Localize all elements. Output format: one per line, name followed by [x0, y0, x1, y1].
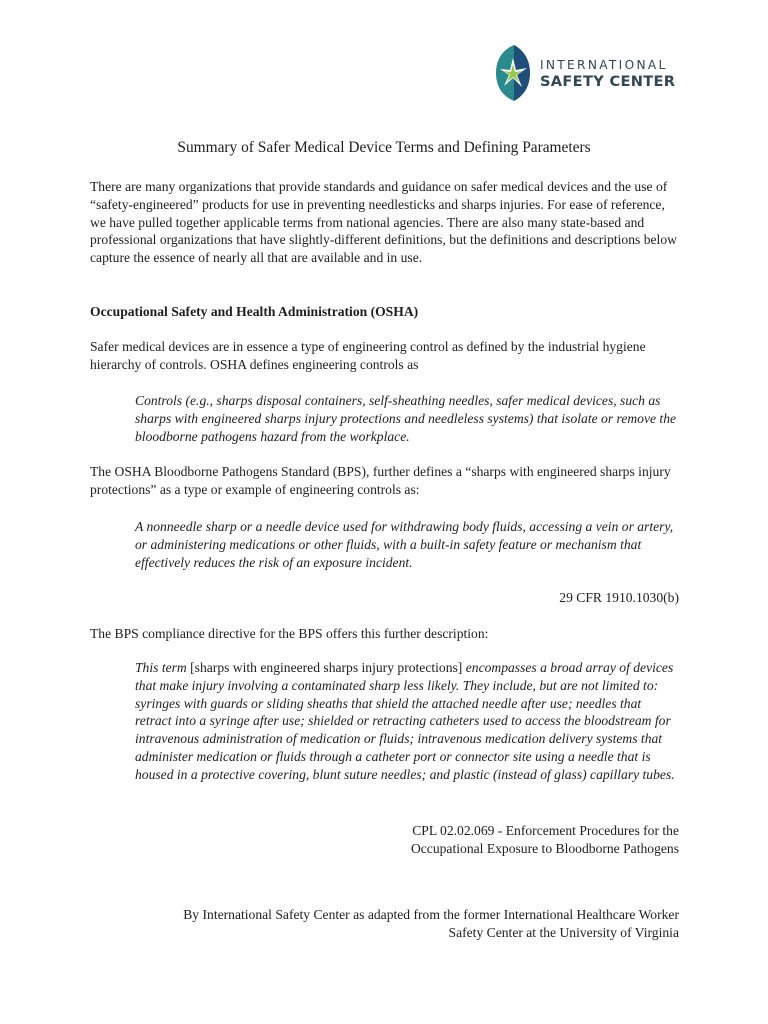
term-quote [135, 659, 680, 784]
logo-wordmark [540, 57, 675, 90]
bps-paragraph: The OSHA Bloodborne Pathogens Standard (BPS), further defines a “sharps with engineered sharps injury protections” as a type or example of engineering controls as: [90, 464, 671, 497]
osha-paragraph: Safer medical devices are in essence a type of engineering control as defined by the industrial hygiene hierarchy of controls. OSHA defines engineering controls as [90, 339, 646, 372]
term-quote-rest: encompasses a broad array of devices that make injury involving a contaminated sharp less likely. They include, but are not limited to: syringes with guards or sliding sheaths that shield the attached needle after use; needles that retract into a syringe after use; shielded or retracting catheters used to access the bloodstream for intravenous administration of medication or fluids; intravenous medication delivery systems that administer medication or fluids through a catheter port or connector site using a needle that is housed in a protective covering, blunt suture needles; and plastic (instead of glass) capillary tubes. [135, 660, 675, 782]
nonneedle-quote: A nonneedle sharp or a needle device used for withdrawing body fluids, accessing a vein or artery, or administering medications or other fluids, with a built-in safety feature or mechanism that effectively reduces the risk of an exposure incident. [135, 519, 674, 570]
logo-line-1: INTERNATIONAL [540, 57, 668, 72]
controls-quote: Controls (e.g., sharps disposal containers, self-sheathing needles, safer medical devices, such as sharps with engineered sharps injury protections and needleless systems) that isolate or remove the bloodborne pathogens hazard from the workplace. [135, 393, 677, 444]
footer-line-2: Safety Center at the University of Virginia [448, 924, 679, 940]
logo-line-2: SAFETY CENTER [540, 72, 676, 90]
directive-paragraph: The BPS compliance directive for the BPS offers this further description: [90, 626, 489, 641]
page-title: Summary of Safer Medical Device Terms and Defining Parameters [177, 139, 591, 156]
intro-paragraph: There are many organizations that provide standards and guidance on safer medical devices and the use of “safety-engineered” products for use in preventing needlesticks and sharps injuries. For ease of reference, we have pulled together applicable terms from national agencies. There are also many state-based and professional organizations that have slightly-different definitions, but the definitions and descriptions below capture the essence of nearly all that are available and in use. [90, 179, 677, 266]
cpl-citation [90, 822, 679, 858]
term-quote-bracket: [sharps with engineered sharps injury protections] [186, 660, 466, 675]
logo [494, 44, 684, 102]
logo-star-icon [494, 44, 532, 102]
footer-credit [90, 906, 679, 942]
cfr-citation: 29 CFR 1910.1030(b) [559, 590, 679, 605]
osha-heading: Occupational Safety and Health Administration (OSHA) [90, 304, 419, 319]
cpl-citation-line-1: CPL 02.02.069 - Enforcement Procedures for the [412, 823, 679, 838]
cpl-citation-line-2: Occupational Exposure to Bloodborne Pathogens [410, 840, 679, 856]
term-quote-lead: This term [135, 660, 187, 675]
footer-line-1: By International Safety Center as adapted from the former International Healthcare Worker [183, 907, 679, 922]
